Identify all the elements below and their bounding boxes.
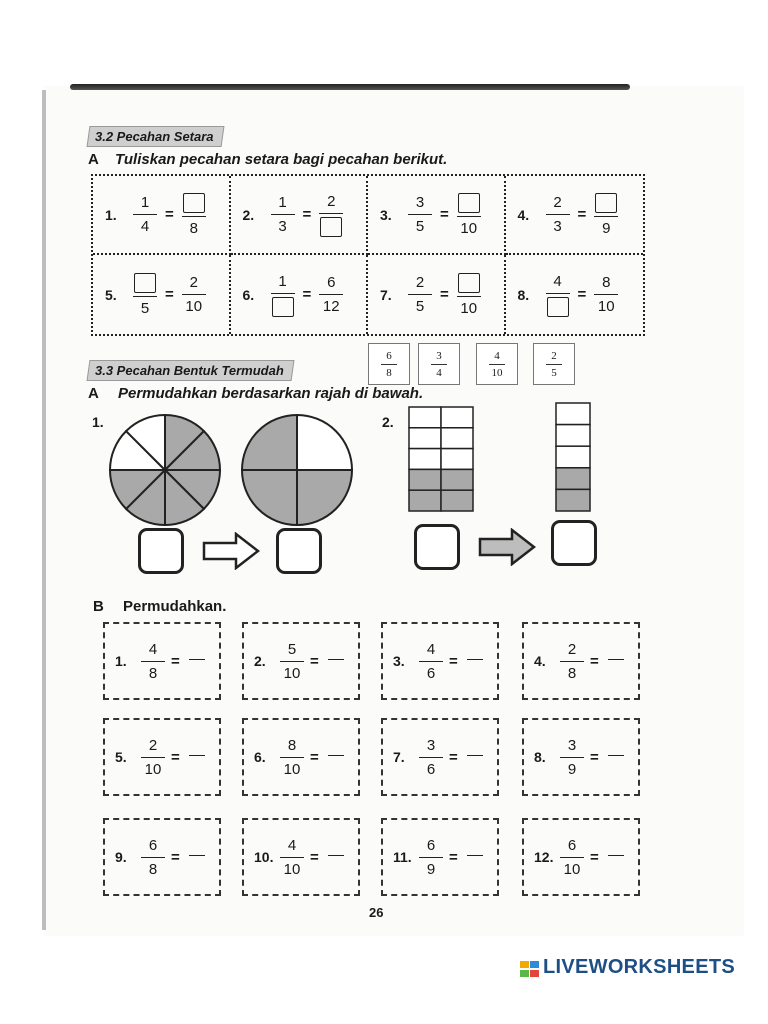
simplify-item	[103, 622, 221, 700]
section-tag-3-2	[87, 126, 224, 147]
fraction-bar	[419, 857, 443, 858]
right-numerator: 2	[327, 192, 336, 210]
fraction-bar	[280, 857, 304, 858]
right-denominator: 12	[322, 298, 340, 315]
simplify-item	[522, 622, 640, 700]
part-a-letter: A	[88, 151, 99, 168]
equals-sign: =	[310, 748, 319, 766]
right-fraction	[319, 274, 343, 315]
right-numerator: 6	[327, 274, 336, 291]
right-denominator: 10	[185, 298, 203, 315]
right-denominator: 9	[602, 219, 611, 237]
fraction-bar	[280, 661, 304, 662]
item-number: 8.	[517, 286, 530, 303]
left-numerator: 2	[415, 274, 425, 291]
answer-blank[interactable]	[467, 659, 483, 660]
right-numerator: 2	[189, 274, 198, 291]
answer-blank[interactable]	[608, 755, 624, 756]
bar-cell	[441, 469, 473, 490]
fraction-bar	[408, 214, 432, 215]
question-denominator: 8	[148, 860, 158, 878]
item-number: 6.	[242, 286, 255, 303]
item-number: 2.	[242, 206, 255, 223]
equals-sign: =	[449, 748, 458, 766]
fraction-bar	[141, 661, 165, 662]
fraction-bar	[457, 216, 481, 217]
bar-cell	[441, 490, 473, 511]
answer-box-2b[interactable]	[551, 520, 597, 566]
item-number: 8.	[534, 749, 546, 765]
simplify-item	[381, 622, 499, 700]
item-number: 1.	[115, 653, 127, 669]
answer-tile-numerator: 2	[551, 349, 557, 362]
simplify-item	[381, 718, 499, 796]
answer-tile-numerator: 4	[494, 349, 500, 362]
left-fraction	[546, 273, 570, 317]
left-denominator-blank[interactable]	[547, 297, 569, 317]
pie-eighths-diagram	[108, 413, 222, 527]
question-fraction	[141, 641, 165, 682]
fraction-bar	[271, 214, 295, 215]
simplify-item	[381, 818, 499, 896]
pie-slice	[242, 470, 297, 525]
fraction-bar	[319, 213, 343, 214]
part-b-letter: B	[93, 598, 104, 615]
question-denominator: 10	[563, 860, 581, 878]
answer-blank[interactable]	[189, 659, 205, 660]
fraction-bar	[271, 293, 295, 294]
equals-sign: =	[590, 652, 599, 670]
left-fraction	[133, 273, 157, 317]
left-numerator: 1	[278, 194, 287, 211]
question-fraction	[141, 837, 165, 878]
right-fraction	[594, 274, 618, 315]
fraction-bar	[182, 294, 206, 295]
item-number: 9.	[115, 849, 127, 865]
right-denominator: 10	[460, 219, 478, 237]
right-denominator: 10	[460, 299, 478, 317]
question-denominator: 8	[148, 664, 158, 682]
left-numerator: 1	[278, 272, 287, 290]
fraction-bar	[381, 364, 397, 365]
answer-blank[interactable]	[189, 755, 205, 756]
question-denominator: 9	[567, 760, 577, 778]
question-numerator: 6	[148, 836, 158, 854]
equivalent-item	[506, 176, 644, 255]
right-denominator: 8	[189, 219, 198, 237]
answer-tile-denominator: 5	[551, 366, 557, 379]
answer-blank[interactable]	[328, 855, 344, 856]
equals-sign: =	[310, 652, 319, 670]
right-numerator-blank[interactable]	[595, 193, 617, 213]
bar-cell	[409, 469, 441, 490]
answer-tile-numerator: 3	[436, 349, 442, 362]
fraction-bar	[546, 214, 570, 215]
fraction-bar	[141, 857, 165, 858]
left-fraction	[408, 194, 432, 235]
bar-cell	[556, 425, 590, 447]
left-numerator: 3	[415, 194, 425, 211]
question-denominator: 6	[426, 760, 436, 778]
equivalent-fraction-grid	[91, 174, 645, 336]
bar-cell	[556, 489, 590, 511]
item-number: 6.	[254, 749, 266, 765]
part-a-instruction: Tuliskan pecahan setara bagi pecahan berikut.	[115, 151, 448, 168]
question-fraction	[141, 737, 165, 778]
equals-sign: =	[302, 206, 312, 223]
answer-box-1a[interactable]	[138, 528, 184, 574]
equals-sign: =	[165, 206, 174, 223]
right-fraction	[457, 273, 481, 317]
section-tag-3-2-text: 3.2 Pecahan Setara	[95, 129, 214, 144]
fraction-bar	[489, 364, 505, 365]
question-numerator: 4	[148, 640, 158, 658]
left-denominator: 3	[278, 218, 287, 235]
left-fraction	[408, 274, 432, 315]
question-numerator: 6	[567, 836, 577, 854]
answer-tile[interactable]	[476, 343, 518, 385]
item-number: 3.	[380, 206, 392, 223]
bar-cell	[441, 449, 473, 470]
left-numerator: 1	[140, 194, 150, 211]
simplify-item	[103, 818, 221, 896]
equivalent-item	[506, 255, 644, 334]
question-fraction	[280, 737, 304, 778]
fraction-bar	[419, 661, 443, 662]
equals-sign: =	[165, 286, 174, 303]
answer-blank[interactable]	[467, 855, 483, 856]
item-number: 4.	[534, 653, 546, 669]
diagram-question-2-number: 2.	[382, 414, 394, 430]
equivalent-item	[368, 176, 506, 255]
item-number: 10.	[254, 849, 274, 865]
answer-box-1b[interactable]	[276, 528, 322, 574]
simplify-item	[522, 818, 640, 896]
simplify-item	[522, 718, 640, 796]
item-number: 11.	[393, 849, 412, 865]
right-fraction	[182, 193, 206, 237]
left-denominator: 5	[415, 218, 425, 235]
left-numerator-blank[interactable]	[134, 273, 156, 293]
question-denominator: 6	[426, 664, 436, 682]
fraction-bar	[431, 364, 447, 365]
fraction-bar	[560, 757, 584, 758]
item-number: 5.	[105, 286, 117, 303]
fraction-bar	[319, 294, 343, 295]
left-fraction	[271, 194, 295, 235]
equals-sign: =	[577, 206, 587, 223]
bar-cell	[441, 428, 473, 449]
item-number: 3.	[393, 653, 405, 669]
question-numerator: 3	[426, 736, 436, 754]
item-number: 12.	[534, 849, 554, 865]
left-denominator: 3	[553, 218, 562, 235]
answer-blank[interactable]	[328, 659, 344, 660]
answer-tile[interactable]	[533, 343, 575, 385]
question-fraction	[280, 641, 304, 682]
fraction-bar	[280, 757, 304, 758]
fraction-bar	[457, 296, 481, 297]
question-numerator: 6	[426, 836, 436, 854]
fraction-bar	[182, 216, 206, 217]
liveworksheets-watermark: LIVEWORKSHEETS	[543, 956, 735, 978]
equals-sign: =	[171, 848, 180, 866]
question-numerator: 4	[287, 836, 297, 854]
simplify-item	[103, 718, 221, 796]
page-edge-shadow	[70, 84, 630, 90]
question-fraction	[280, 837, 304, 878]
right-numerator-blank[interactable]	[458, 193, 480, 213]
simplify-item	[242, 818, 360, 896]
bar-cell	[556, 468, 590, 490]
equals-sign: =	[302, 286, 312, 303]
pie-slice	[297, 470, 352, 525]
answer-blank[interactable]	[608, 659, 624, 660]
fraction-bar	[141, 757, 165, 758]
answer-tile-numerator: 6	[386, 349, 392, 362]
equals-sign: =	[577, 286, 587, 303]
question-numerator: 2	[148, 736, 158, 754]
left-fraction	[271, 273, 295, 317]
item-number: 1.	[105, 206, 117, 223]
answer-tile[interactable]	[368, 343, 410, 385]
equals-sign: =	[171, 748, 180, 766]
right-fraction	[594, 193, 618, 237]
question-numerator: 4	[426, 640, 436, 658]
equivalent-item	[368, 255, 506, 334]
left-denominator: 4	[140, 218, 150, 235]
left-denominator: 5	[415, 298, 425, 315]
fraction-bar	[560, 661, 584, 662]
equals-sign: =	[440, 286, 449, 303]
left-fraction	[546, 194, 570, 235]
question-fraction	[419, 737, 443, 778]
pie-slice	[242, 415, 297, 470]
question-numerator: 5	[287, 640, 297, 658]
equivalent-item	[231, 255, 369, 334]
answer-blank[interactable]	[328, 755, 344, 756]
part-b-instruction: Permudahkan.	[123, 598, 227, 615]
left-denominator: 5	[140, 299, 150, 317]
bar-diagram-fifths	[555, 402, 591, 512]
section-tag-3-3	[87, 360, 295, 381]
arrow-right-icon	[202, 532, 260, 570]
item-number: 5.	[115, 749, 127, 765]
fraction-bar	[560, 857, 584, 858]
bar-cell	[409, 490, 441, 511]
left-denominator-blank[interactable]	[272, 297, 294, 317]
pie-slice	[297, 415, 352, 470]
question-fraction	[419, 837, 443, 878]
fraction-bar	[133, 214, 157, 215]
answer-tile-denominator: 4	[436, 366, 442, 379]
bar-cell	[409, 449, 441, 470]
question-numerator: 3	[567, 736, 577, 754]
grid-bar-diagram-tenths	[408, 406, 474, 512]
equivalent-item	[231, 176, 369, 255]
arrow-right-icon	[478, 528, 536, 566]
bar-cell	[556, 403, 590, 425]
fraction-bar	[546, 293, 570, 294]
question-fraction	[560, 837, 584, 878]
question-denominator: 8	[567, 664, 577, 682]
question-denominator: 10	[283, 664, 301, 682]
right-denominator: 10	[597, 298, 615, 315]
answer-tile-denominator: 8	[386, 366, 392, 379]
question-denominator: 10	[144, 760, 162, 778]
right-numerator-blank[interactable]	[183, 193, 205, 213]
equals-sign: =	[310, 848, 319, 866]
answer-blank[interactable]	[189, 855, 205, 856]
fraction-bar	[408, 294, 432, 295]
fraction-bar	[419, 757, 443, 758]
bar-cell	[409, 407, 441, 428]
pie-quarters-diagram	[240, 413, 354, 527]
question-numerator: 8	[287, 736, 297, 754]
item-number: 4.	[517, 206, 530, 223]
simplify-item	[242, 622, 360, 700]
item-number: 7.	[380, 286, 392, 303]
section-tag-3-3-text: 3.3 Pecahan Bentuk Termudah	[95, 363, 284, 378]
left-numerator: 2	[553, 194, 562, 211]
page-number: 26	[369, 905, 384, 920]
left-fraction	[133, 194, 157, 235]
equals-sign: =	[449, 652, 458, 670]
right-fraction	[457, 193, 481, 237]
equals-sign: =	[171, 652, 180, 670]
question-numerator: 2	[567, 640, 577, 658]
answer-tile-denominator: 10	[491, 366, 503, 379]
equals-sign: =	[590, 748, 599, 766]
equivalent-item	[93, 255, 231, 334]
right-numerator-blank[interactable]	[458, 273, 480, 293]
bar-cell	[556, 446, 590, 468]
item-number: 2.	[254, 653, 266, 669]
item-number: 7.	[393, 749, 405, 765]
question-fraction	[560, 737, 584, 778]
right-fraction	[319, 193, 343, 237]
bar-cell	[441, 407, 473, 428]
page-left-edge	[42, 90, 46, 930]
liveworksheets-logo-icon	[519, 959, 541, 979]
right-fraction	[182, 274, 206, 315]
question-denominator: 9	[426, 860, 436, 878]
left-numerator: 4	[553, 272, 562, 290]
right-denominator-blank[interactable]	[320, 217, 342, 237]
equals-sign: =	[449, 848, 458, 866]
question-denominator: 10	[283, 760, 301, 778]
question-fraction	[560, 641, 584, 682]
fraction-bar	[133, 296, 157, 297]
simplify-item	[242, 718, 360, 796]
question-denominator: 10	[283, 860, 301, 878]
answer-box-2a[interactable]	[414, 524, 460, 570]
part-a-instruction-3-3: Permudahkan berdasarkan rajah di bawah.	[118, 385, 424, 402]
question-fraction	[419, 641, 443, 682]
right-numerator: 8	[602, 274, 611, 291]
equals-sign: =	[440, 206, 449, 223]
fraction-bar	[594, 216, 618, 217]
fraction-bar	[546, 364, 562, 365]
diagram-question-1-number: 1.	[92, 414, 104, 430]
equivalent-item	[93, 176, 231, 255]
fraction-bar	[594, 294, 618, 295]
equals-sign: =	[590, 848, 599, 866]
bar-cell	[409, 428, 441, 449]
answer-blank[interactable]	[467, 755, 483, 756]
part-a-letter-3-3: A	[88, 385, 99, 402]
answer-blank[interactable]	[608, 855, 624, 856]
answer-tile[interactable]	[418, 343, 460, 385]
